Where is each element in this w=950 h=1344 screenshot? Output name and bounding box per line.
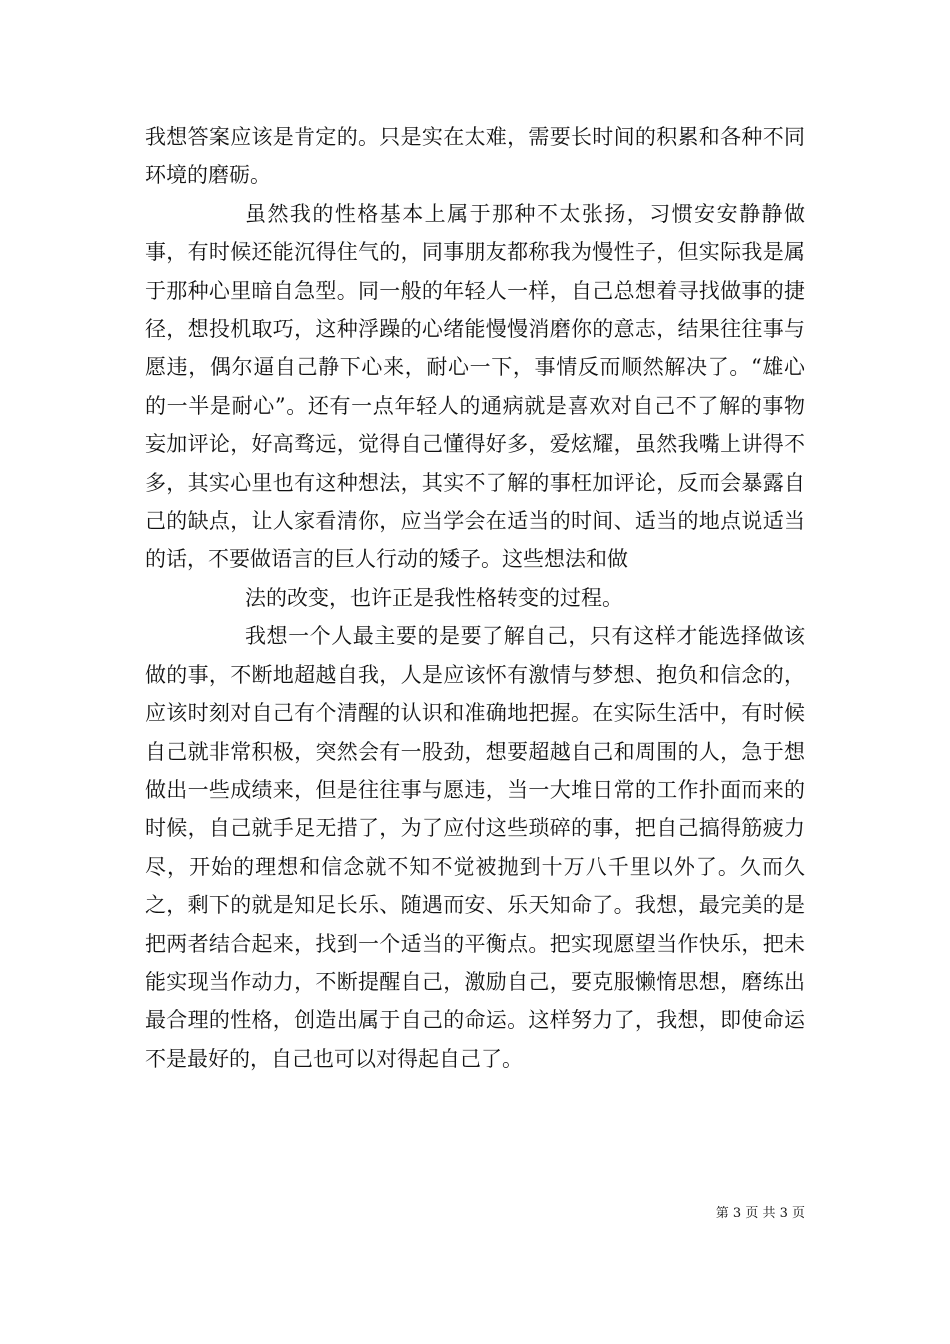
- paragraph-3: 法的改变，也许正是我性格转变的过程。: [245, 585, 623, 610]
- body-text: [145, 118, 805, 1078]
- paragraph-1: 我想答案应该是肯定的。只是实在太难，需要长时间的积累和各种不同环境的磨砺。: [145, 125, 805, 188]
- paragraph-4: 我想一个人最主要的是要了解自己，只有这样才能选择做该做的事，不断地超越自我，人是应该怀有激情与梦想、抱负和信念的，应该时刻对自己有个清醒的认识和准确地把握。在实际生活中，有时候自己就非常积极，突然会有一股劲，想要超越自己和周围的人，急于想做出一些成绩来，但是往往事与愿违，当一大堆日常的工作扑面而来的时候，自己就手足无措了，为了应付这些琐碎的事，把自己搞得筋疲力尽，开始的理想和信念就不知不觉被抛到十万八千里以外了。久而久之，剩下的就是知足长乐、随遇而安、乐天知命了。我想，最完美的是把两者结合起来，找到一个适当的平衡点。把实现愿望当作快乐，把未能实现当作动力，不断提醒自己，激励自己，要克服懒惰思想，磨练出最合理的性格，创造出属于自己的命运。这样努力了，我想，即使命运不是最好的，自己也可以对得起自己了。: [145, 624, 805, 1071]
- page-number-footer: 第 3 页 共 3 页: [715, 1206, 805, 1221]
- paragraph-2: 虽然我的性格基本上属于那种不太张扬，习惯安安静静做事，有时候还能沉得住气的，同事朋友都称我为慢性子，但实际我是属于那种心里暗自急型。同一般的年轻人一样，自己总想着寻找做事的捷径，想投机取巧，这种浮躁的心绪能慢慢消磨你的意志，结果往往事与愿违，偶尔逼自己静下心来，耐心一下，事情反而顺然解决了。“雄心的一半是耐心”。还有一点年轻人的通病就是喜欢对自己不了解的事物妄加评论，好高骛远，觉得自己懂得好多，爱炫耀，虽然我嘴上讲得不多，其实心里也有这种想法，其实不了解的事枉加评论，反而会暴露自己的缺点，让人家看清你，应当学会在适当的时间、适当的地点说适当的话，不要做语言的巨人行动的矮子。这些想法和做: [145, 201, 805, 572]
